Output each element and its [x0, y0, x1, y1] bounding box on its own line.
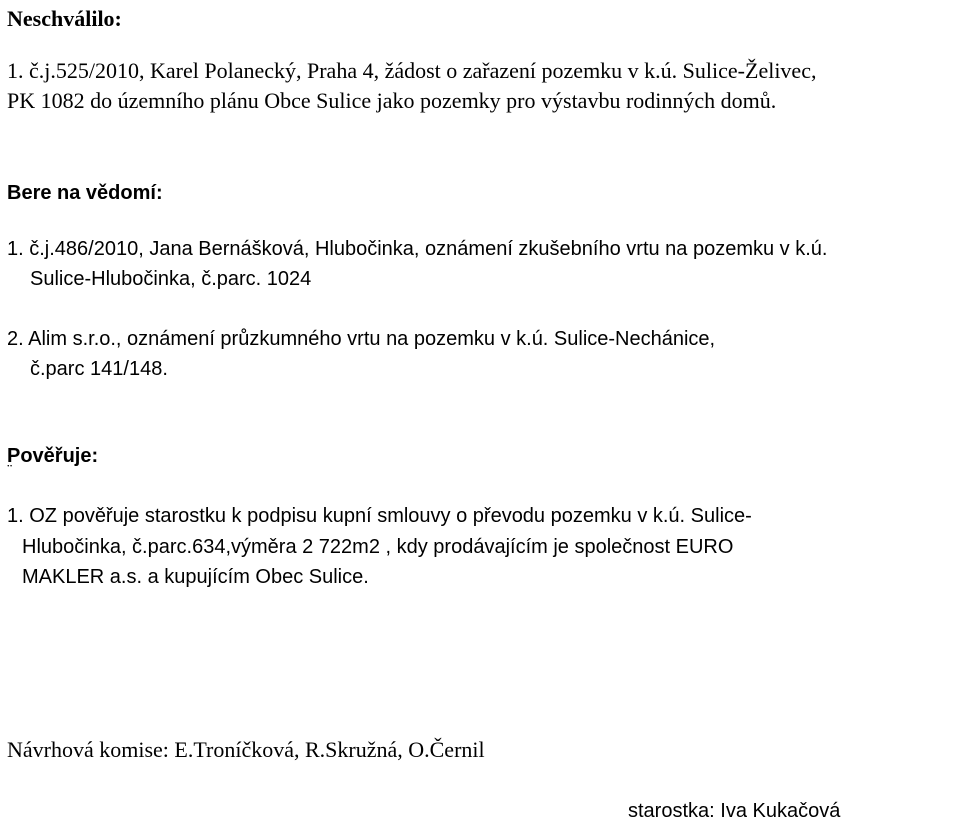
navrhova-komise: Návrhová komise: E.Troníčková, R.Skružná, O.Černil — [7, 737, 485, 762]
bere-item-1-line-1: 1. č.j.486/2010, Jana Bernášková, Hlubočinka, oznámení zkušebního vrtu na pozemku v k.ú. — [7, 238, 828, 260]
neschvalilo-item-1-line-1: 1. č.j.525/2010, Karel Polanecký, Praha 4, žádost o zařazení pozemku v k.ú. Sulice-Želivec, — [7, 58, 817, 83]
bere-item-2-line-2: č.parc 141/148. — [30, 358, 168, 380]
bere-item-2-line-1: 2. Alim s.r.o., oznámení průzkumného vrtu na pozemku v k.ú. Sulice-Nechánice, — [7, 328, 716, 350]
poveruje-item-1-line-1: 1. OZ pověřuje starostku k podpisu kupní smlouvy o převodu pozemku v k.ú. Sulice- — [7, 505, 752, 527]
poveruje-item-1-line-2: Hlubočinka, č.parc.634,výměra 2 722m2 , kdy prodávajícím je společnost EURO — [22, 536, 734, 558]
neschvalilo-item-1-line-2: PK 1082 do územního plánu Obce Sulice jako pozemky pro výstavbu rodinných domů. — [7, 88, 777, 113]
signature-starostka: starostka: Iva Kukačová — [628, 800, 841, 822]
section-heading-poveruje: Pověřuje: — [7, 445, 99, 467]
bere-item-1-line-2: Sulice-Hlubočinka, č.parc. 1024 — [30, 268, 312, 290]
section-heading-neschvalilo: Neschválilo: — [7, 6, 122, 31]
poveruje-mark: ¨ — [7, 462, 13, 479]
poveruje-item-1-line-3: MAKLER a.s. a kupujícím Obec Sulice. — [22, 566, 369, 588]
section-heading-bere-na-vedomi: Bere na vědomí: — [7, 182, 163, 204]
